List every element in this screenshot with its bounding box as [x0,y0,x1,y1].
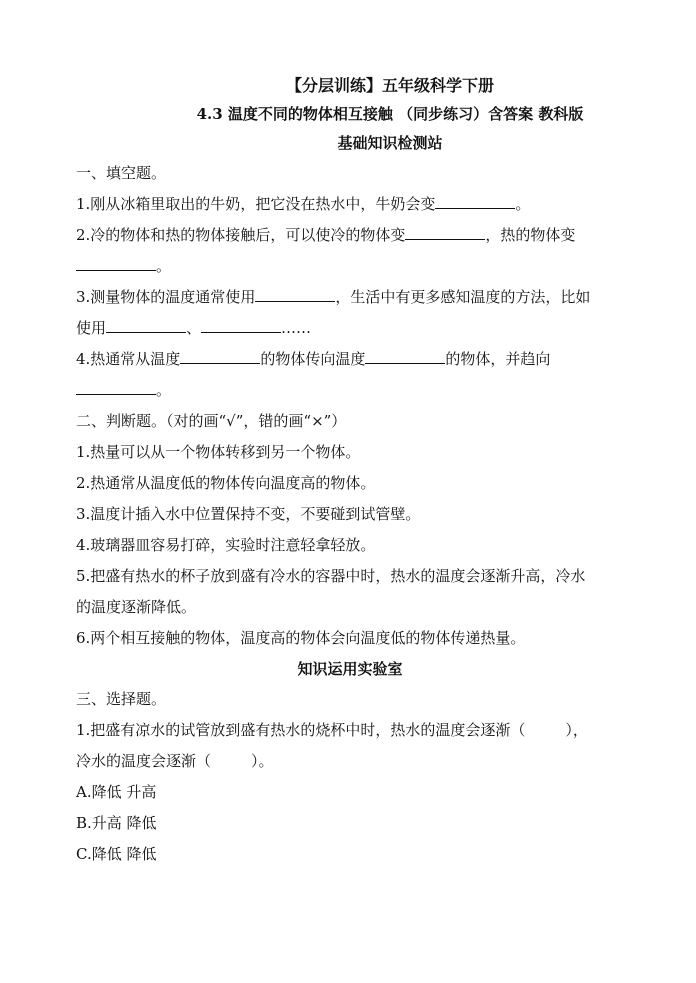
cq1-end: ）。 [251,752,274,770]
fill-question-4-cont [76,375,624,406]
choice-option: B.升高 降低 [76,814,157,832]
cq1-text: 1.把盛有凉水的试管放到盛有热水的烧杯中时，热水的温度会逐渐（ [76,721,526,739]
judge-item: 2.热通常从温度低的物体传向温度高的物体。 [76,474,376,492]
q2-mid: ，热的物体变 [485,226,576,244]
q2-text: 2.冷的物体和热的物体接触后，可以使冷的物体变 [76,226,406,244]
answer-blank[interactable] [435,194,515,209]
title-block [76,72,624,158]
q4-mid: 的物体传向温度 [260,350,366,368]
judge-item: 4.玻璃器皿容易打碎，实验时注意轻拿轻放。 [76,536,376,554]
q4-end: 。 [156,381,172,399]
judge-item: 5.把盛有热水的杯子放到盛有冷水的容器中时，热水的温度会逐渐升高，冷水 [76,567,586,585]
q3-end: …… [281,319,312,337]
fill-blank-heading: 一、填空题。 [76,164,167,182]
section-title-basic: 基础知识检测站 [337,134,443,152]
fill-question-2-cont [76,251,624,282]
judge-item: 3.温度计插入水中位置保持不变，不要碰到试管壁。 [76,505,421,523]
q3-text: 3.测量物体的温度通常使用 [76,288,256,306]
choice-question-1-cont [76,746,624,777]
answer-blank[interactable] [180,349,260,364]
fill-question-3-cont [76,313,624,344]
q1-text: 1.刚从冰箱里取出的牛奶，把它没在热水中，牛奶会变 [76,195,436,213]
answer-blank[interactable] [255,287,335,302]
judge-heading: 二、判断题。（对的画“√”，错的画“×”） [76,412,347,430]
answer-blank[interactable] [201,318,281,333]
q1-end: 。 [515,195,531,213]
cq1-mid: ）， [565,721,588,739]
q4-text: 4.热通常从温度 [76,350,181,368]
q3-mid: ，生活中有更多感知温度的方法，比如 [335,288,591,306]
answer-blank[interactable] [76,256,156,271]
doc-subtitle: 4.3 温度不同的物体相互接触 （同步练习）含答案 教科版 [196,105,584,123]
fill-question-4 [76,344,624,375]
answer-blank[interactable] [405,225,485,240]
answer-blank[interactable] [365,349,445,364]
answer-blank[interactable] [106,318,186,333]
judge-item-cont: 的温度逐渐降低。 [76,598,197,616]
fill-question-2 [76,220,624,251]
fill-question-3 [76,282,624,313]
cq1-text2: 冷水的温度会逐渐（ [76,752,212,770]
choice-heading: 三、选择题。 [76,690,167,708]
choice-option: C.降低 降低 [76,845,157,863]
doc-title: 【分层训练】五年级科学下册 [285,76,494,95]
document-page [76,72,624,870]
q4-mid2: 的物体，并趋向 [445,350,551,368]
fill-question-1 [76,189,624,220]
q3-sep: 、 [186,319,202,337]
q3-use: 使用 [76,319,107,337]
answer-blank[interactable] [76,380,156,395]
judge-item: 1.热量可以从一个物体转移到另一个物体。 [76,443,361,461]
judge-item: 6.两个相互接触的物体，温度高的物体会向温度低的物体传递热量。 [76,629,526,647]
choice-question-1 [76,715,624,746]
q2-end: 。 [156,257,172,275]
section-title-apply: 知识运用实验室 [297,660,403,678]
choice-option: A.降低 升高 [76,783,157,801]
